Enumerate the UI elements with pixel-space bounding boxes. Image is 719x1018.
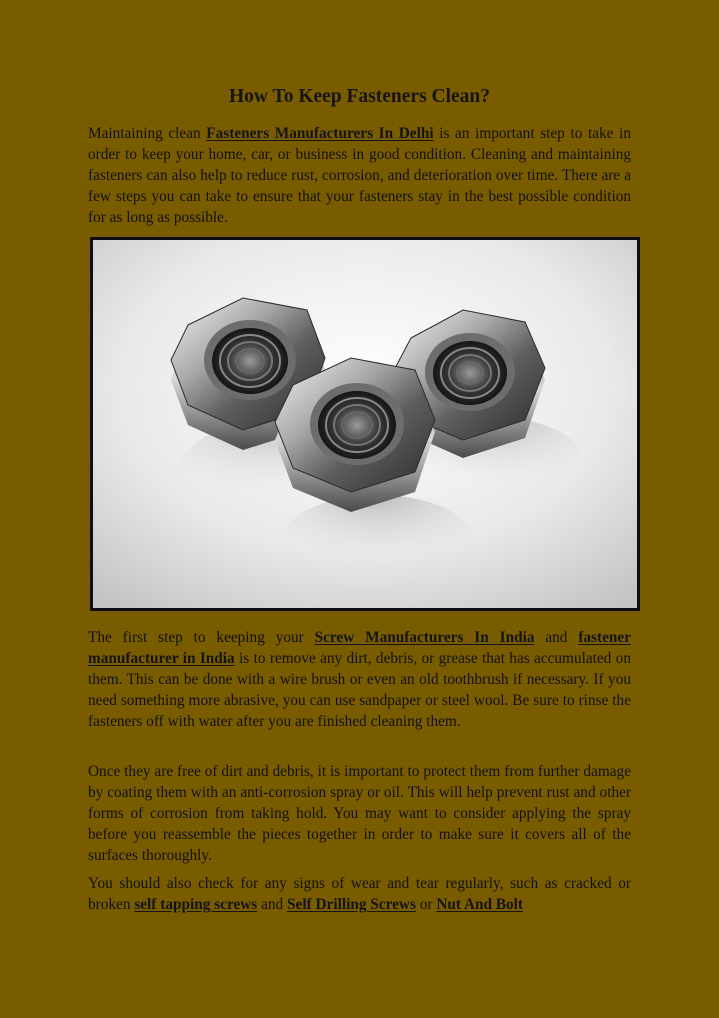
page-title: How To Keep Fasteners Clean? [228, 86, 491, 107]
link-self-drilling-screws[interactable]: Self Drilling Screws [287, 896, 416, 913]
para2-text-and: and [534, 629, 579, 646]
para4-text-or: or [415, 896, 437, 913]
para1-text-start: Maintaining clean [88, 125, 207, 142]
para4-text-and: and [257, 896, 288, 913]
cleaning-paragraph [88, 627, 631, 732]
para4-text-start: You should also check for any signs of wear and tear regularly, such as cracked or broken [88, 875, 631, 913]
link-self-tapping-screws[interactable]: self tapping screws [134, 896, 258, 913]
para2-text-start: The first step to keeping your [88, 629, 315, 646]
inspection-paragraph [88, 873, 631, 915]
intro-paragraph [88, 123, 631, 228]
link-fasteners-manufacturers-delhi[interactable]: Fasteners Manufacturers In Delhi [206, 125, 434, 142]
hex-nuts-photo [90, 237, 640, 611]
link-nut-and-bolt[interactable]: Nut And Bolt [436, 896, 524, 913]
para2-text-end: is to remove any dirt, debris, or grease that has accumulated on them. This can be done with a wire brush or even an old toothbrush if necessary. If you need something more abrasive, you can use sandpaper or steel wool. Be sure to rinse the fasteners off with water after you are finished cleaning them. [88, 650, 631, 730]
link-fastener-manufacturer-india[interactable]: fastener manufacturer in India [88, 629, 631, 667]
protection-paragraph: Once they are free of dirt and debris, it is important to protect them from further damage by coating them with an anti-corrosion spray or oil. This will help prevent rust and other forms of corrosion from taking hold. You may want to consider applying the spray before you reassemble the pieces together in order to make sure it covers all of the surfaces thoroughly. [88, 763, 631, 864]
para1-text-end: is an important step to take in order to keep your home, car, or business in good condition. Cleaning and maintaining fasteners can also help to reduce rust, corrosion, and deterioration over time. There are a few steps you can take to ensure that your fasteners stay in the best possible condition for as long as possible. [88, 125, 631, 226]
link-screw-manufacturers-india[interactable]: Screw Manufacturers In India [314, 629, 535, 646]
